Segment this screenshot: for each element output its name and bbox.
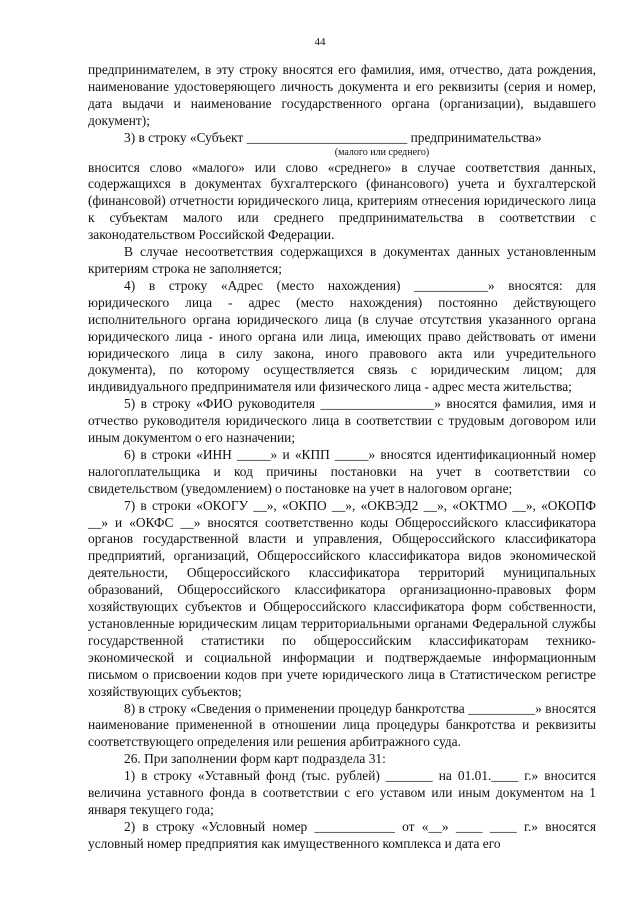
paragraph: 3) в строку «Субъект ________________________ предпринимательства» [124,129,542,145]
paragraph: 7) в строки «ОКОГУ __», «ОКПО __», «ОКВЭД2 __», «ОКТМО __», «ОКОПФ __» и «ОКФС __» вносятся соответственно коды Общероссийского классификатора органов государственной власти и управления, Общероссийского классификатора предприятий, организаций, Общероссийского классификатора видов экономической деятельности, Общероссийского классификатора территорий муниципальных образований, Общероссийского классификатора организационно-правовых форм хозяйствующих субъектов и Общероссийского классификатора форм собственности, установленные юридическим лицам территориальными органами Федеральной службы государственной статистики по общероссийским классификаторам технико-экономической и социальной информации и подтверждаемые информационным письмом о присвоении кодов при учете юридического лица в Статистическом регистре хозяйствующих субъектов; [88,497,596,699]
paragraph: 26. При заполнении форм карт подраздела 31: [124,751,386,767]
paragraph: вносится слово «малого» или слово «среднего» в случае соответствия данных, содержащихся в документах бухгалтерского (финансового) учета и бухгалтерской (финансовой) отчетности юридического лица, критериям отнесения юридического лица к субъектам малого или среднего предпринимательства в соответствии с законодательством Российской Федерации. [88,159,596,243]
paragraph: 1) в строку «Уставный фонд (тыс. рублей) _______ на 01.01.____ г.» вносится величина уставного фонда в соответствии с его уставом или иным документом на 1 января текущего года; [88,768,596,817]
paragraph: 5) в строку «ФИО руководителя _________________» вносятся фамилия, имя и отчество руководителя юридического лица в соответствии с трудовым договором или иным документом о его назначении; [88,396,596,446]
paragraph: 8) в строку «Сведения о применении процедур банкротства __________» вносятся наименование примененной в отношении лица процедуры банкротства и реквизиты соответствующего определения или решения арбитражного суда. [88,700,596,750]
paragraph: 6) в строки «ИНН _____» и «КПП _____» вносятся идентификационный номер налогоплательщика и код причины постановки на учет в соответствии со свидетельством (уведомлением) о постановке на учет в налоговом органе; [88,446,596,496]
page-number: 44 [314,36,326,48]
paragraph: 2) в строку «Условный номер ____________ от «__» ____ ____ г.» вносятся условный номер предприятия как имущественного комплекса и дата его [88,818,596,851]
paragraph: В случае несоответствия содержащихся в документах данных установленным критериям строка не заполняется; [88,244,596,276]
field-hint: (малого или среднего) [334,146,430,158]
paragraph: 4) в строку «Адрес (место нахождения) ___________» вносятся: для юридического лица - адрес (место нахождения) постоянно действующего исполнительного органа юридического лица (в случае отсутствия указанного органа юридического лица - иного органа или лица, имеющих право действовать от имени юридического лица в силу закона, иного правового акта или учредительного документа), по которому осуществляется связь с юридическим лицом; для индивидуального предпринимателя или физического лица - адрес места жительства; [88,277,596,395]
document-body [88,62,596,853]
paragraph: предпринимателем, в эту строку вносятся его фамилия, имя, отчество, дата рождения, наименование удостоверяющего личность документа и его реквизиты (серия и номер, дата выдачи и наименование государственного органа (организации), выдавшего документ); [88,62,596,128]
